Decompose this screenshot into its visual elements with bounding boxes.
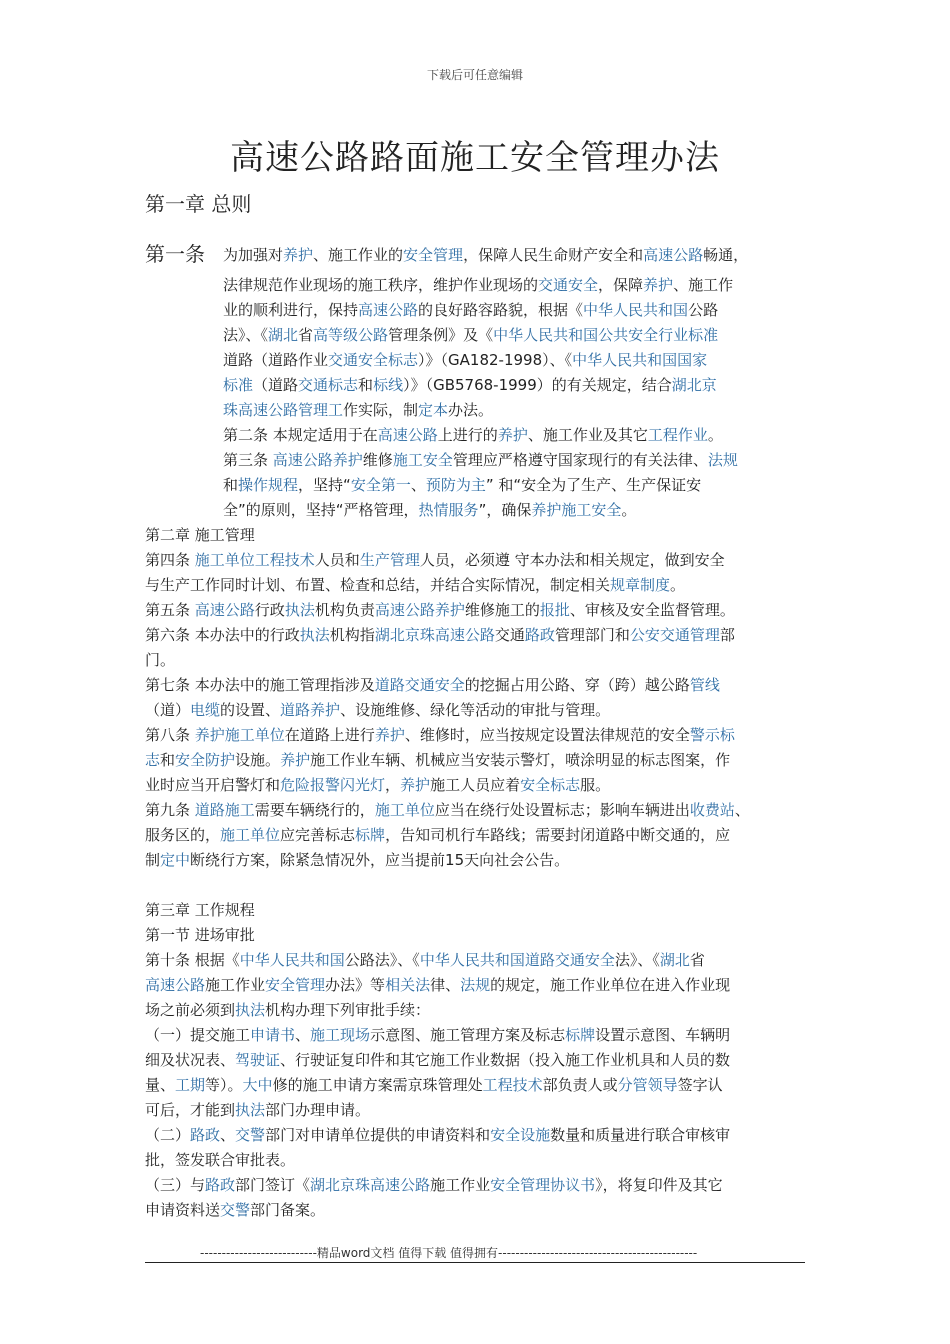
body-line <box>145 523 811 548</box>
text-run: 第三条 <box>223 451 273 469</box>
text-run: 管理部门和 <box>554 626 630 644</box>
hyperlink[interactable]: 警示标 <box>689 726 735 744</box>
text-run: （二） <box>145 1126 191 1144</box>
article1-line <box>223 448 811 473</box>
text-run: 、维修时，应当按规定设置法律规范的安全 <box>404 726 690 744</box>
body-line <box>145 923 811 948</box>
text-run: 畅通， <box>703 246 749 264</box>
text-run: 第四条 <box>145 551 195 569</box>
hyperlink[interactable]: 相关法 <box>385 976 431 994</box>
chapter-heading: 第一章 总则 <box>145 192 252 216</box>
body-line <box>145 623 811 648</box>
hyperlink[interactable]: 交通安全标志 <box>328 351 419 369</box>
text-run: 修的施工申请方案需京珠管理处 <box>272 1076 483 1094</box>
hyperlink[interactable]: 高速公路养护 <box>374 601 465 619</box>
hyperlink[interactable]: 珠高速公路管理工 <box>223 401 344 419</box>
text-run: 交通 <box>494 626 525 644</box>
text-run: 在道路上进行 <box>284 726 375 744</box>
text-run: 等）。 <box>205 1076 243 1094</box>
text-run: 部门对申请单位提供的申请资料和 <box>265 1126 491 1144</box>
article1-line <box>223 298 811 323</box>
hyperlink[interactable]: 工程作业 <box>647 426 708 444</box>
text-run: 办法。 <box>448 401 494 419</box>
body-line <box>145 1198 811 1223</box>
hyperlink[interactable]: 标准 <box>223 376 254 394</box>
hyperlink[interactable]: 中华人民共和国 <box>239 951 345 969</box>
hyperlink[interactable]: 标线 <box>373 376 404 394</box>
hyperlink[interactable]: 定中 <box>160 851 191 869</box>
text-run: 细及状况表、 <box>145 1051 236 1069</box>
text-run: 法》、《 <box>223 326 269 344</box>
hyperlink[interactable]: 交警 <box>235 1126 266 1144</box>
text-run: 的规定，施工作业单位在进入作业现 <box>490 976 731 994</box>
hyperlink[interactable]: 公安交通管理 <box>629 626 720 644</box>
header-note: 下载后可任意编辑 <box>426 68 523 82</box>
body-line <box>145 748 811 773</box>
hyperlink[interactable]: 高等级公路 <box>313 326 389 344</box>
hyperlink[interactable]: 执法 <box>235 1001 266 1019</box>
text-run: 上进行的 <box>437 426 498 444</box>
text-run: 第九条 <box>145 801 195 819</box>
text-run: 。 <box>621 501 637 519</box>
text-run: ）》（GB5768-1999）的有关规定，结合 <box>403 376 672 394</box>
text-run: 第一节 进场审批 <box>145 926 255 944</box>
hyperlink[interactable]: 危险报警闪光灯 <box>280 776 386 794</box>
hyperlink[interactable]: 养护 <box>643 276 674 294</box>
text-run: 、 <box>295 1026 311 1044</box>
text-run: 应完善标志 <box>280 826 356 844</box>
hyperlink[interactable]: 路政 <box>205 1176 236 1194</box>
hyperlink[interactable]: 施工单位 <box>374 801 435 819</box>
article1-line <box>223 323 811 348</box>
body-line <box>145 1073 811 1098</box>
body-line <box>145 798 811 823</box>
text-run: 和 <box>358 376 374 394</box>
hyperlink[interactable]: 生产管理 <box>359 551 420 569</box>
text-run: ，告知司机行车路线；需要封闭道路中断交通的，应 <box>385 826 731 844</box>
hyperlink[interactable]: 路政 <box>524 626 555 644</box>
body-line <box>145 1023 811 1048</box>
text-run: 。 <box>670 576 686 594</box>
hyperlink[interactable]: 安全第一 <box>350 476 411 494</box>
hyperlink[interactable]: 管线 <box>689 676 720 694</box>
hyperlink[interactable]: 操作规程 <box>238 476 299 494</box>
article1-line <box>223 373 811 398</box>
text-run: 。 <box>707 426 723 444</box>
text-run: 签字认 <box>677 1076 723 1094</box>
text-run: 机构办理下列审批手续： <box>265 1001 431 1019</box>
hyperlink[interactable]: 高速公路 <box>145 976 206 994</box>
text-run: 申请资料送 <box>145 1201 221 1219</box>
text-run: 服。 <box>580 776 611 794</box>
hyperlink[interactable]: 道路交通安全 <box>374 676 465 694</box>
hyperlink[interactable]: 分管领导 <box>617 1076 678 1094</box>
body-line <box>145 648 811 673</box>
hyperlink[interactable]: 中华人民共和国 <box>583 301 689 319</box>
hyperlink[interactable]: 养护施工单位 <box>194 726 285 744</box>
hyperlink[interactable]: 定本 <box>418 401 449 419</box>
text-run: 第二条 本规定适用于在 <box>223 426 378 444</box>
text-run: 道路（道路作业 <box>223 351 329 369</box>
body-line <box>145 1148 811 1173</box>
text-run: 维修施工的 <box>464 601 540 619</box>
text-run: ）》（GA182-1998）、《 <box>418 351 573 369</box>
text-run: 作实际，制 <box>343 401 419 419</box>
text-run: 施工人员应着 <box>430 776 521 794</box>
hyperlink[interactable]: 养护 <box>400 776 431 794</box>
hyperlink[interactable]: 湖北 <box>268 326 299 344</box>
hyperlink[interactable]: 执法 <box>284 601 315 619</box>
body-line <box>145 1098 811 1123</box>
text-run: 法》、《 <box>614 951 660 969</box>
text-run: 断绕行方案，除紧急情况外，应当提前15天向社会公告。 <box>190 851 570 869</box>
text-run: 第十条 根据《 <box>145 951 240 969</box>
text-run: 部门签订《 <box>235 1176 311 1194</box>
body-line <box>145 598 811 623</box>
body-line <box>145 948 811 973</box>
hyperlink[interactable]: 养护 <box>283 246 314 264</box>
hyperlink[interactable]: 施工安全 <box>392 451 453 469</box>
text-run: 第二章 施工管理 <box>145 526 255 544</box>
hyperlink[interactable]: 养护 <box>280 751 311 769</box>
hyperlink[interactable]: 湖北 <box>659 951 690 969</box>
text-run: 、审核及安全监督管理。 <box>569 601 735 619</box>
text-run: 、行驶证复印件和其它施工作业数据（投入施工作业机具和人员的数 <box>280 1051 731 1069</box>
text-run: 、施工作业及其它 <box>527 426 648 444</box>
document-title: 高速公路路面施工安全管理办法 <box>230 138 720 178</box>
hyperlink[interactable]: 中华人民共和国国家 <box>572 351 708 369</box>
hyperlink[interactable]: 执法 <box>299 626 330 644</box>
hyperlink[interactable]: 预防为主 <box>425 476 486 494</box>
body-line <box>145 823 811 848</box>
text-run: 设置示意图、车辆明 <box>595 1026 731 1044</box>
hyperlink[interactable]: 高速公路 <box>358 301 419 319</box>
text-run: （三）与 <box>145 1176 206 1194</box>
text-run: 行政 <box>254 601 285 619</box>
hyperlink[interactable]: 大中 <box>242 1076 273 1094</box>
text-run: 部门备案。 <box>250 1201 326 1219</box>
text-run: ，保障 <box>598 276 644 294</box>
text-run: 全”的原则，坚持“严格管理， <box>223 501 419 519</box>
text-run: 可后，才能到 <box>145 1101 236 1119</box>
text-run: 与生产工作同时计划、布置、检查和总结，并结合实际情况，制定相关 <box>145 576 611 594</box>
body-line <box>145 548 811 573</box>
hyperlink[interactable]: 安全管理协议书 <box>490 1176 596 1194</box>
text-run: 公路 <box>688 301 719 319</box>
hyperlink[interactable]: 高速公路养护 <box>272 451 363 469</box>
text-run: （道） <box>145 701 191 719</box>
body-line <box>145 698 811 723</box>
hyperlink[interactable]: 高速公路 <box>377 426 438 444</box>
hyperlink[interactable]: 高速公路 <box>194 601 255 619</box>
text-run: 公路法》、《 <box>344 951 420 969</box>
text-run: 、施工作 <box>673 276 734 294</box>
text-run: 第五条 <box>145 601 195 619</box>
hyperlink[interactable]: 热情服务 <box>418 501 479 519</box>
text-run: 第六条 本办法中的行政 <box>145 626 300 644</box>
hyperlink[interactable]: 规章制度 <box>610 576 671 594</box>
hyperlink[interactable]: 安全防护 <box>175 751 236 769</box>
footer-note: ---------------------------精品word文档 值得下载 值得拥有---------------------------------------------- <box>200 1246 698 1260</box>
text-run: 管理应严格遵守国家现行的有关法律、 <box>452 451 708 469</box>
text-run: 部负责人或 <box>542 1076 618 1094</box>
text-run: 业时应当开启警灯和 <box>145 776 281 794</box>
text-run: 省 <box>298 326 314 344</box>
hyperlink[interactable]: 报批 <box>539 601 570 619</box>
article1-line <box>223 348 811 373</box>
hyperlink[interactable]: 标牌 <box>565 1026 596 1044</box>
hyperlink[interactable]: 法规 <box>460 976 491 994</box>
text-run: ”，确保 <box>478 501 532 519</box>
hyperlink[interactable]: 道路施工 <box>194 801 255 819</box>
hyperlink[interactable]: 养护 <box>497 426 528 444</box>
text-run: 数量和质量进行联合审核审 <box>550 1126 731 1144</box>
text-run: 制 <box>145 851 161 869</box>
text-run: ” 和“安全为了生产、生产保证安 <box>485 476 702 494</box>
hyperlink[interactable]: 中华人民共和国道路交通安全 <box>419 951 615 969</box>
text-run: 管理条例》及《 <box>388 326 494 344</box>
hyperlink[interactable]: 道路养护 <box>280 701 341 719</box>
hyperlink[interactable]: 电缆 <box>190 701 221 719</box>
text-run: 人员和 <box>314 551 360 569</box>
body-line <box>145 773 811 798</box>
text-run: 、 <box>410 476 426 494</box>
text-run: 部 <box>719 626 735 644</box>
body-line <box>145 898 811 923</box>
text-run: 施工作业车辆、机械应当安装示警灯，喷涂明显的标志图案，作 <box>310 751 731 769</box>
hyperlink[interactable]: 湖北京珠高速公路 <box>374 626 495 644</box>
text-run: （道路 <box>253 376 299 394</box>
text-run: 人员，必须遵 守本办法和相关规定，做到安全 <box>419 551 725 569</box>
hyperlink[interactable]: 工期 <box>175 1076 206 1094</box>
text-run: 省 <box>689 951 705 969</box>
hyperlink[interactable]: 高速公路 <box>643 246 704 264</box>
hyperlink[interactable]: 路政 <box>190 1126 221 1144</box>
text-run: 的挖掘占用公路、穿（跨）越公路 <box>464 676 690 694</box>
hyperlink[interactable]: 施工单位 <box>220 826 281 844</box>
text-run: 维修 <box>362 451 393 469</box>
text-run: 门。 <box>145 651 176 669</box>
text-run: 法律规范作业现场的施工秩序，维护作业现场的 <box>223 276 539 294</box>
text-run: 机构指 <box>329 626 375 644</box>
hyperlink[interactable]: 工程技术 <box>482 1076 543 1094</box>
hyperlink[interactable]: 养护 <box>374 726 405 744</box>
hyperlink[interactable]: 安全设施 <box>490 1126 551 1144</box>
article1-line <box>223 423 811 448</box>
text-run: 第七条 本办法中的施工管理指涉及 <box>145 676 375 694</box>
body-line <box>145 1173 811 1198</box>
hyperlink[interactable]: 驾驶证 <box>235 1051 281 1069</box>
body-line <box>145 848 811 873</box>
text-run: 、 <box>220 1126 236 1144</box>
hyperlink[interactable]: 施工现场 <box>310 1026 371 1044</box>
body-line <box>145 723 811 748</box>
article1-body <box>223 273 811 523</box>
text-run: 服务区的， <box>145 826 221 844</box>
article1-line <box>223 398 811 423</box>
hyperlink[interactable]: 中华人民共和国公共安全行业标准 <box>493 326 719 344</box>
document-body <box>145 523 811 1223</box>
text-run: 需要车辆绕行的， <box>254 801 375 819</box>
text-run: 和 <box>160 751 176 769</box>
body-line <box>145 998 811 1023</box>
hyperlink[interactable]: 安全标志 <box>520 776 581 794</box>
text-run: 、施工作业的 <box>313 246 404 264</box>
hyperlink[interactable]: 安全管理 <box>403 246 464 264</box>
hyperlink[interactable]: 申请书 <box>250 1026 296 1044</box>
text-run: 办法》等 <box>325 976 386 994</box>
hyperlink[interactable]: 标牌 <box>355 826 386 844</box>
text-run: 的设置、 <box>220 701 281 719</box>
text-run: ， <box>385 776 401 794</box>
hyperlink[interactable]: 湖北京 <box>671 376 717 394</box>
text-run: 第三章 工作规程 <box>145 901 255 919</box>
text-run: 第八条 <box>145 726 195 744</box>
hyperlink[interactable]: 交通安全 <box>538 276 599 294</box>
text-run: 、 <box>734 801 750 819</box>
article1-first-line <box>223 243 823 268</box>
body-line <box>145 1048 811 1073</box>
text-run: ，保障人民生命财产安全和 <box>463 246 644 264</box>
hyperlink[interactable]: 法规 <box>707 451 738 469</box>
text-run: 机构负责 <box>314 601 375 619</box>
body-line <box>145 973 811 998</box>
text-run: 应当在绕行处设置标志；影响车辆进出 <box>434 801 690 819</box>
hyperlink[interactable]: 志 <box>145 751 161 769</box>
hyperlink[interactable]: 执法 <box>235 1101 266 1119</box>
text-run: 场之前必须到 <box>145 1001 236 1019</box>
body-line <box>145 573 811 598</box>
hyperlink[interactable]: 交警 <box>220 1201 251 1219</box>
text-run: 和 <box>223 476 239 494</box>
hyperlink[interactable]: 安全管理 <box>265 976 326 994</box>
hyperlink[interactable]: 施工单位工程技术 <box>194 551 315 569</box>
article-heading: 第一条 <box>145 242 205 266</box>
text-run: 批，签发联合审批表。 <box>145 1151 296 1169</box>
hyperlink[interactable]: 收费站 <box>689 801 735 819</box>
text-run: 为加强对 <box>223 246 284 264</box>
article1-line <box>223 273 811 298</box>
body-line <box>145 673 811 698</box>
text-run: 业的顺利进行，保持 <box>223 301 359 319</box>
text-run: 》，将复印件及其它 <box>595 1176 723 1194</box>
article1-line <box>223 498 811 523</box>
text-run: 的良好路容路貌，根据《 <box>418 301 584 319</box>
text-run: 施工作业 <box>205 976 266 994</box>
text-run: 律、 <box>430 976 461 994</box>
footer-divider <box>145 1262 805 1263</box>
article1-line <box>223 473 811 498</box>
text-run: 、设施维修、绿化等活动的审批与管理。 <box>340 701 611 719</box>
hyperlink[interactable]: 湖北京珠高速公路 <box>310 1176 431 1194</box>
hyperlink[interactable]: 养护施工安全 <box>531 501 622 519</box>
text-run: ，坚持“ <box>298 476 351 494</box>
text-run: 示意图、施工管理方案及标志 <box>370 1026 566 1044</box>
text-run: 设施。 <box>235 751 281 769</box>
text-run: 部门办理申请。 <box>265 1101 371 1119</box>
text-run: （一）提交施工 <box>145 1026 251 1044</box>
article1-line <box>223 246 748 264</box>
body-line <box>145 873 811 898</box>
text-run: 施工作业 <box>430 1176 491 1194</box>
hyperlink[interactable]: 交通标志 <box>298 376 359 394</box>
text-run: 量、 <box>145 1076 176 1094</box>
body-line <box>145 1123 811 1148</box>
